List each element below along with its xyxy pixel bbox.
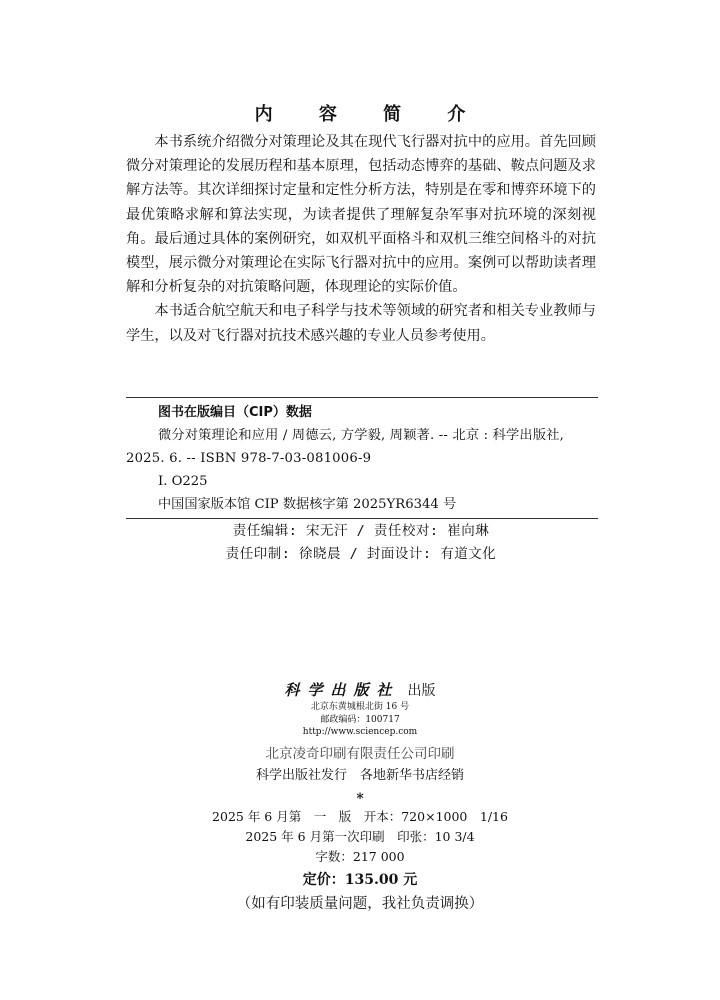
distribution-info: 科学出版社发行 各地新华书店经销 <box>255 767 464 783</box>
intro-paragraph: 本书适合航空航天和电子科学与技术等领域的研究者和相关专业教师与学生，以及对飞行器对抗技术感兴趣的专业人员参考使用。 <box>126 303 596 344</box>
cip-record-number: 中国国家版本馆 CIP 数据核字第 2025YR6344 号 <box>158 497 457 512</box>
publisher-role: 出版 <box>407 683 436 699</box>
cip-classification: Ⅰ. O225 <box>158 474 208 489</box>
edition-info: 2025 年 6 月第 一 版 开本：720×1000 1/16 <box>212 808 508 824</box>
word-count: 字数：217 000 <box>315 848 405 864</box>
quality-notice: （如有印装质量问题，我社负责调换） <box>236 895 484 912</box>
credits-line-production: 责任印制: 徐晓晨 / 封面设计: 有道文化 <box>225 546 497 562</box>
intro-body <box>126 130 596 348</box>
printing-info: 2025 年 6 月第一次印刷 印张：10 3/4 <box>245 828 475 844</box>
cip-block <box>126 397 598 519</box>
printer-name: 北京凌奇印刷有限责任公司印刷 <box>265 745 455 762</box>
editorial-credits <box>0 520 720 566</box>
credits-line-editors: 责任编辑: 宋无汗 / 责任校对: 崔向琳 <box>232 523 490 539</box>
publisher-address: 北京东黄城根北街 16 号 <box>310 702 410 712</box>
intro-paragraph: 本书系统介绍微分对策理论及其在现代飞行器对抗中的应用。首先回顾微分对策理论的发展历程和基本原理，包括动态博弈的基础、鞍点问题及求解方法等。其次详细探讨定量和定性分析方法，特别是在零和博弈环境下的最优策略求解和算法实现，为读者提供了理解复杂军事对抗环境的深刻视角。最后通过具体的案例研究，如双机平面格斗和双机三维空间格斗的对抗模型，展示微分对策理论在实际飞行器对抗中的应用。案例可以帮助读者理解和分析复杂的对抗策略问题，体现理论的实际价值。 <box>126 134 596 296</box>
publisher-logo: 科学出版社 <box>284 681 400 699</box>
publisher-postcode: 邮政编码：100717 <box>320 714 400 725</box>
publisher-block <box>0 680 720 917</box>
price: 定价：135.00 元 <box>302 871 418 888</box>
cip-title: 图书在版编目（CIP）数据 <box>158 405 312 420</box>
publisher-website: http://www.sciencep.com <box>302 727 418 737</box>
separator-star: * <box>356 790 364 807</box>
intro-title: 内 容 简 介 <box>254 104 486 125</box>
publisher-line <box>0 680 720 701</box>
cip-main-entry: 微分对策理论和应用 / 周德云, 方学毅, 周颖著. -- 北京 : 科学出版社, 2025. 6. -- ISBN 978-7-03-081006-9 <box>126 428 564 466</box>
